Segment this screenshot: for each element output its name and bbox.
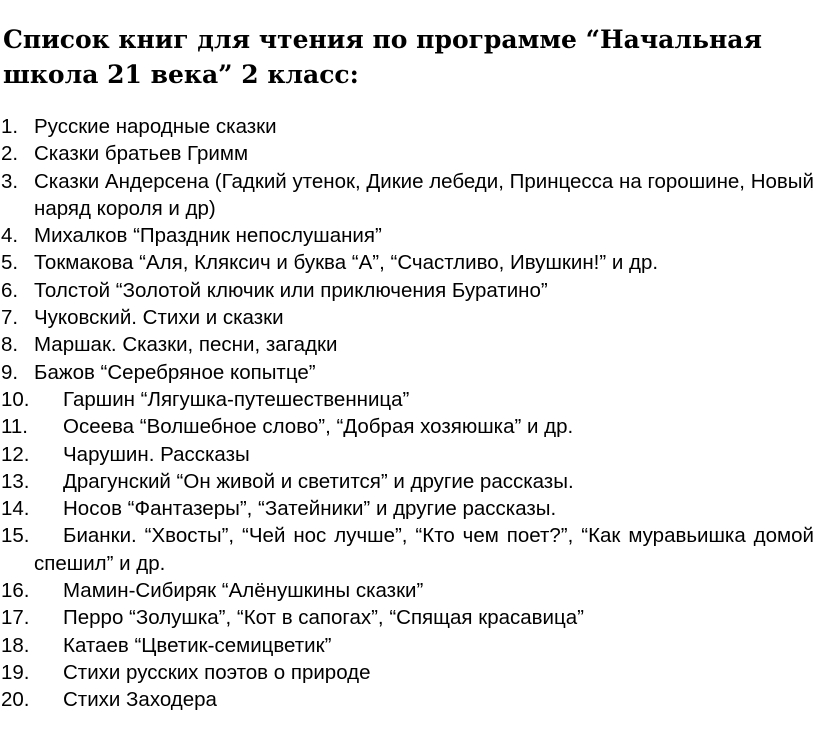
list-item bbox=[0, 386, 814, 413]
item-number: 4. bbox=[1, 224, 19, 248]
item-number: 10. bbox=[1, 387, 30, 411]
list-item bbox=[0, 604, 814, 631]
item-number: 18. bbox=[1, 633, 30, 657]
item-number: 11. bbox=[1, 415, 28, 439]
item-number: 2. bbox=[1, 142, 19, 166]
item-number: 17. bbox=[1, 606, 30, 630]
item-text: Токмакова “Аля, Кляксич и буква “А”, “Счастливо, Ивушкин!” и др. bbox=[34, 251, 659, 275]
list-item bbox=[0, 331, 814, 358]
item-text: Катаев “Цветик-семицветик” bbox=[63, 633, 332, 657]
item-number: 13. bbox=[1, 469, 30, 493]
list-item bbox=[0, 222, 814, 249]
item-text: Сказки братьев Гримм bbox=[34, 142, 249, 166]
item-number: 7. bbox=[1, 306, 19, 330]
item-number: 19. bbox=[1, 660, 30, 684]
list-item bbox=[0, 577, 814, 604]
document-title: Список книг для чтения по программе “Начальная школа 21 века” 2 класс: bbox=[3, 25, 762, 89]
list-item bbox=[0, 495, 814, 522]
item-number: 15. bbox=[1, 524, 30, 548]
item-text: Мамин-Сибиряк “Алёнушкины сказки” bbox=[63, 579, 424, 603]
list-item bbox=[0, 441, 814, 468]
item-number: 3. bbox=[1, 169, 19, 193]
item-text: Стихи русских поэтов о природе bbox=[63, 660, 371, 684]
item-text: Сказки Андерсена (Гадкий утенок, Дикие лебеди, Принцесса на горошине, Новый наряд короля и др) bbox=[34, 169, 814, 220]
item-number: 8. bbox=[1, 333, 19, 357]
item-text: Осеева “Волшебное слово”, “Добрая хозяюшка” и др. bbox=[63, 415, 574, 439]
list-item bbox=[0, 359, 814, 386]
item-text: Русские народные сказки bbox=[34, 115, 277, 138]
item-text: Стихи Заходера bbox=[63, 688, 217, 712]
item-text: Маршак. Сказки, песни, загадки bbox=[34, 333, 338, 357]
item-number: 6. bbox=[1, 278, 19, 302]
list-item bbox=[0, 168, 814, 223]
item-text: Драгунский “Он живой и светится” и другие рассказы. bbox=[63, 469, 574, 493]
item-text: Чарушин. Рассказы bbox=[63, 442, 250, 466]
list-item bbox=[0, 522, 814, 577]
list-item bbox=[0, 686, 814, 713]
item-text: Носов “Фантазеры”, “Затейники” и другие рассказы. bbox=[63, 497, 557, 521]
item-text: Толстой “Золотой ключик или приключения Буратино” bbox=[34, 278, 548, 302]
list-item bbox=[0, 249, 814, 276]
list-item bbox=[0, 277, 814, 304]
list-item bbox=[0, 304, 814, 331]
list-item bbox=[0, 659, 814, 686]
list-item bbox=[0, 468, 814, 495]
item-number: 9. bbox=[1, 360, 19, 384]
list-item bbox=[0, 413, 814, 440]
book-list bbox=[0, 113, 814, 714]
item-text: Михалков “Праздник непослушания” bbox=[34, 224, 382, 248]
item-number: 1. bbox=[1, 115, 19, 138]
item-text: Бажов “Серебряное копытце” bbox=[34, 360, 316, 384]
item-number: 20. bbox=[1, 688, 30, 712]
item-text: Чуковский. Стихи и сказки bbox=[34, 306, 284, 330]
item-text: Бианки. “Хвосты”, “Чей нос лучше”, “Кто чем поет?”, “Как муравьишка домой спешил” и др. bbox=[34, 524, 814, 575]
item-number: 5. bbox=[1, 251, 19, 275]
list-item bbox=[0, 632, 814, 659]
item-number: 12. bbox=[1, 442, 30, 466]
item-text: Перро “Золушка”, “Кот в сапогах”, “Спящая красавица” bbox=[63, 606, 584, 630]
item-number: 16. bbox=[1, 579, 30, 603]
item-text: Гаршин “Лягушка-путешественница” bbox=[63, 387, 410, 411]
item-number: 14. bbox=[1, 497, 30, 521]
list-item bbox=[0, 113, 814, 140]
list-item bbox=[0, 140, 814, 167]
